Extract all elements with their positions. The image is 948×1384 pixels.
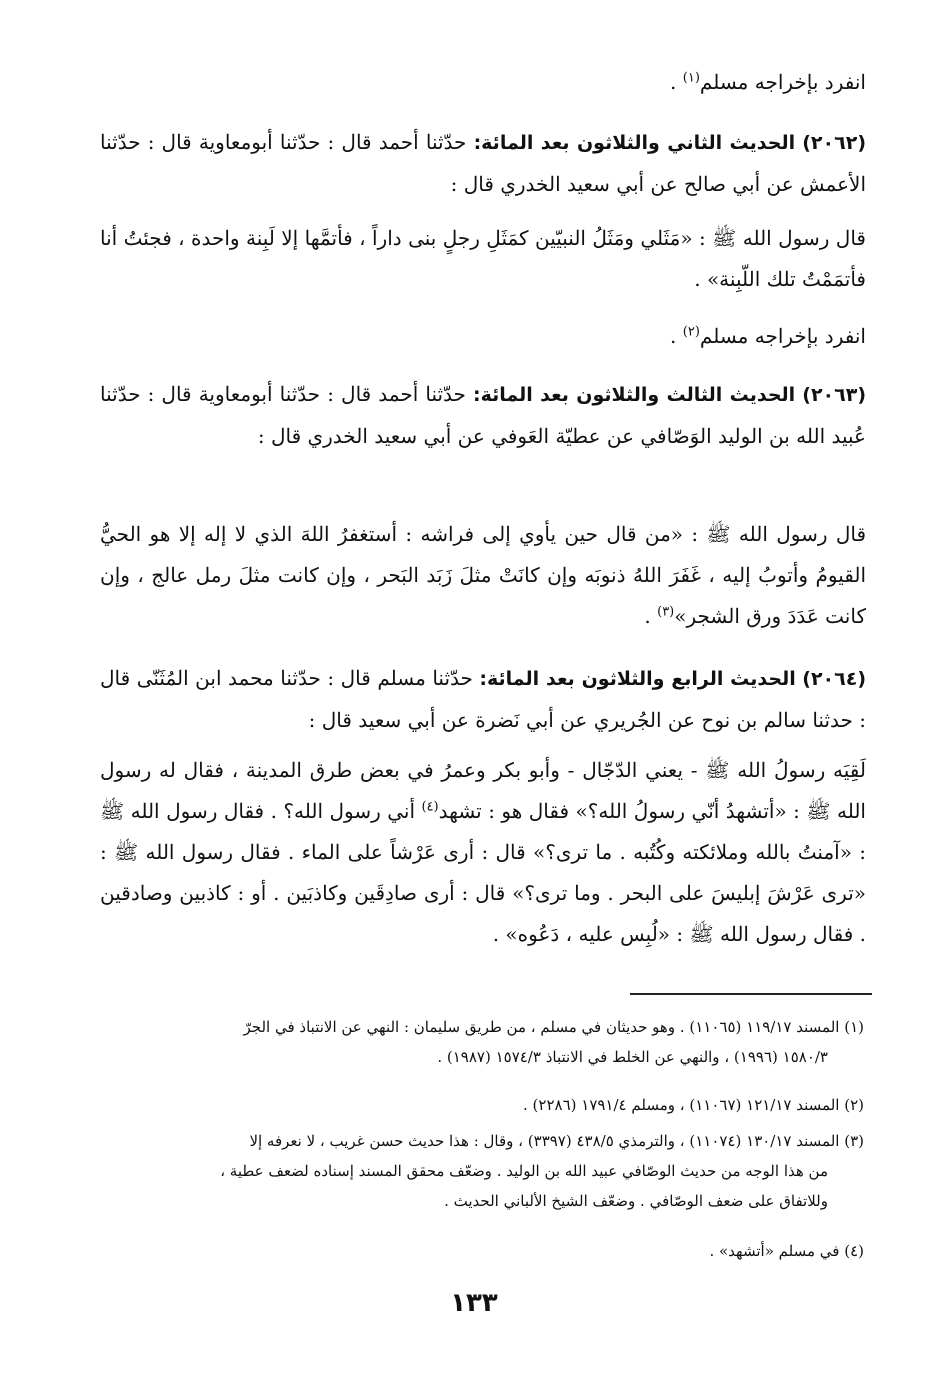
footnote-1 (104, 1012, 864, 1072)
note-text: انفرد بإخراجه مسلم (699, 70, 866, 94)
hadith-2064-isnad (100, 658, 866, 741)
matn-text: قال رسول الله ﷺ : «مَثَلي ومَثَلُ النبيّين كمَثَلِ رجلٍ بنى داراً ، فأتمَّها إلا لَبِنة واحدة ، فجئتُ أنا فأتمَمْتُ تلك اللّبِنة» . (100, 226, 866, 291)
narration-note-2 (100, 316, 866, 357)
hadith-2062-isnad (100, 122, 866, 205)
footnote-2 (104, 1090, 864, 1120)
narration-note-1 (100, 62, 866, 103)
matn-text-part-b: أني رسول الله؟ . فقال رسول الله ﷺ : «آمنتُ بالله وملائكته وكُتُبه . ما ترى؟» قال : أرى عَرْشاً على الماء . فقال رسول الله ﷺ : «ترى عَرْشَ إبليسَ على البحر . وما ترى؟» قال : أرى صادِقَين وكاذبَين . أو : كاذبين وصادقين . فقال رسول الله ﷺ : «لُبِس عليه ، دَعُوه» . (100, 799, 866, 946)
footnote-3 (104, 1126, 864, 1216)
matn-end: . (644, 604, 658, 628)
hadith-2063-matn (100, 514, 866, 637)
note-end: . (670, 324, 683, 348)
isnad-text: حدّثنا أحمد قال : حدّثنا أبومعاوية قال : حدّثنا الأعمش عن أبي صالح عن أبي سعيد الخدري قال : (100, 130, 866, 196)
hadith-number: (٢٠٦٤) (802, 668, 867, 690)
hadith-title: الحديث الثالث والثلاثون بعد المائة: (473, 384, 796, 406)
isnad-text: حدّثنا أحمد قال : حدّثنا أبومعاوية قال : حدّثنا عُبيد الله بن الوليد الوَصّافي عن عطيّة العَوفي عن أبي سعيد الخدري قال : (100, 382, 866, 448)
footnote-3-line-1: (٣) المسند ١٣٠/١٧ (١١٠٧٤) ، والترمذي ٤٣٨/٥ (٣٣٩٧) ، وقال : هذا حديث حسن غريب ، لا نعرفه إلا (249, 1132, 864, 1150)
note-text: انفرد بإخراجه مسلم (699, 324, 866, 348)
hadith-2063-isnad (100, 374, 866, 457)
footnote-ref-2[interactable]: (٢) (682, 324, 700, 340)
footnote-1-line-1: (١) المسند ١١٩/١٧ (١١٠٦٥) . وهو حديثان في مسلم ، من طريق سليمان : النهي عن الانتباذ في الجرّ (243, 1018, 864, 1036)
footnote-3-line-3: وللاتفاق على ضعف الوصّافي . وضعّف الشيخ الألباني الحديث . (444, 1192, 828, 1210)
footnote-ref-3[interactable]: (٣) (657, 604, 675, 620)
isnad-text: حدّثنا مسلم قال : حدّثنا محمد ابن المُثَنّى قال : حدثنا سالم بن نوح عن الجُريري عن أبي نَضرة عن أبي سعيد قال : (100, 666, 866, 732)
footnote-4 (104, 1236, 864, 1266)
hadith-title: الحديث الثاني والثلاثون بعد المائة: (473, 132, 796, 154)
matn-text: قال رسول الله ﷺ : «من قال حين يأوي إلى فراشه : أستغفرُ اللهَ الذي لا إله إلا هو الحيُّ القيومُ وأتوبُ إليه ، غَفَرَ اللهُ ذنوبَه وإن كانَتْ مثلَ زَبَد البَحر ، وإن كانت مثلَ رمل عالج ، وإن كانت عَدَدَ ورق الشجر» (100, 522, 866, 628)
footnote-ref-4[interactable]: (٤) (421, 799, 439, 815)
hadith-title: الحديث الرابع والثلاثون بعد المائة: (479, 668, 796, 690)
footnote-3-line-2: من هذا الوجه من حديث الوصّافي عبيد الله بن الوليد . وضعّف محقق المسند إسناده لضعف عطية ، (220, 1162, 828, 1180)
matn-text-part-a: لَقِيَه رسولُ الله ﷺ - يعني الدّجّال - وأبو بكر وعمرُ في بعض طرق المدينة ، فقال له رسول الله ﷺ : «أتشهدُ أنّي رسولُ الله؟» فقال هو : تشهد (100, 758, 866, 823)
hadith-2062-matn (100, 218, 866, 300)
page-number: ١٣٣ (450, 1288, 498, 1318)
footnote-separator (630, 993, 872, 995)
footnote-ref-1[interactable]: (١) (682, 70, 700, 86)
footnote-2-line-1: (٢) المسند ١٢١/١٧ (١١٠٦٧) ، ومسلم ١٧٩١/٤ (٢٢٨٦) . (523, 1096, 864, 1114)
hadith-2064-matn (100, 750, 866, 955)
hadith-number: (٢٠٦٢) (802, 132, 866, 154)
hadith-number: (٢٠٦٣) (802, 384, 867, 406)
note-end: . (670, 70, 683, 94)
footnote-4-line-1: (٤) في مسلم «أتشهد» . (709, 1242, 864, 1260)
footnote-1-line-2: ١٥٨٠/٣ (١٩٩٦) ، والنهي عن الخلط في الانتباذ ١٥٧٤/٣ (١٩٨٧) . (437, 1048, 828, 1066)
